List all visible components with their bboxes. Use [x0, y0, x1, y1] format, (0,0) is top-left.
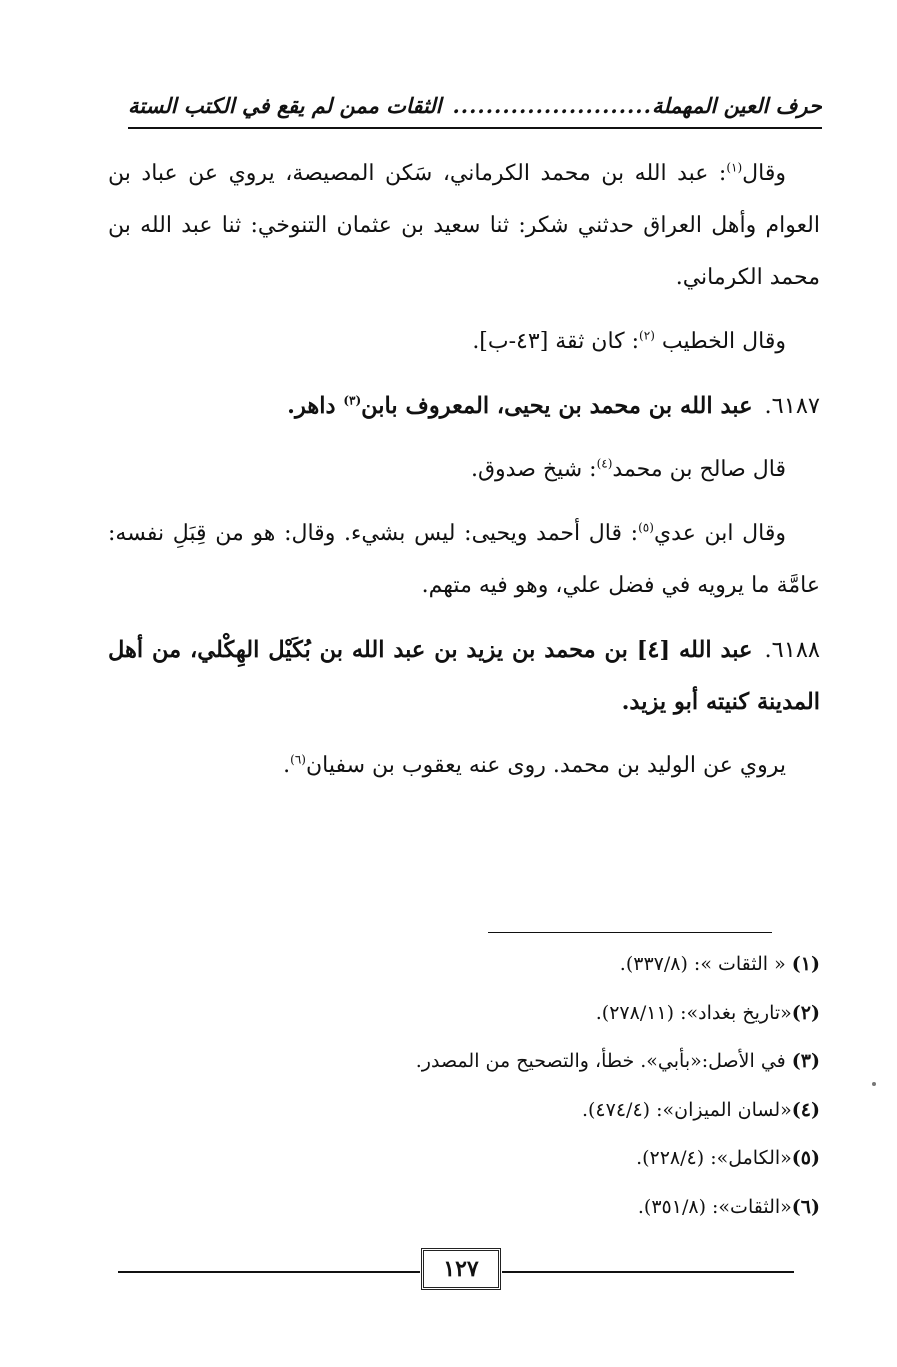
footnote-ref-3: (٣): [343, 393, 362, 408]
footnote-text: «تاريخ بغداد»: (٢٧٨/١١).: [595, 1001, 792, 1024]
footnote-number: (١): [791, 953, 820, 975]
footnote-number: (٢): [791, 1001, 820, 1024]
footnote-ref-6: (٦): [290, 752, 306, 767]
running-header: [128, 86, 822, 126]
paragraph-karmani: [108, 148, 820, 304]
footnote-4: [300, 1086, 820, 1135]
footnote-number: (٤): [791, 1098, 820, 1121]
footnote-2: [300, 989, 820, 1038]
footnote-text: «لسان الميزان»: (٤٧٤/٤).: [581, 1098, 792, 1121]
paragraph-ibn-adi: [108, 508, 820, 612]
paragraph-lead: يروي عن الوليد بن محمد. روى عنه يعقوب بن سفيان: [305, 753, 786, 778]
footer-rule-right: [502, 1271, 794, 1273]
paragraph-lead: قال صالح بن محمد: [612, 457, 786, 482]
entry-number: ٦١٨٧.: [764, 393, 820, 419]
header-book-title: الثقات ممن لم يقع في الكتب الستة: [128, 93, 442, 118]
footnote-text: «الكامل»: (٢٢٨/٤).: [636, 1147, 792, 1170]
footnote-ref-2: (٢): [639, 328, 655, 343]
header-chapter-title: حرف العين المهملة: [651, 93, 822, 118]
paragraph-walid: [108, 740, 820, 792]
footnote-text: «الثقات»: (٣٥١/٨).: [637, 1195, 792, 1218]
entry-name: عبد الله بن محمد بن يحيى، المعروف بابن: [361, 393, 753, 419]
entry-6188: [108, 624, 820, 728]
paragraph-lead: وقال ابن عدي: [653, 521, 786, 546]
paragraph-lead: وقال الخطيب: [654, 329, 786, 354]
entry-name-end: داهر.: [287, 393, 344, 419]
footnote-text: في الأصل:«بأبي». خطأ، والتصحيح من المصدر.: [415, 1050, 792, 1073]
entry-6187: [108, 380, 820, 432]
entry-name: عبد الله [٤] بن محمد بن يزيد بن عبد الله بن بُكَيْل الهِكْلي، من أهل المدينة كنيته أبو يزيد.: [108, 637, 820, 715]
paragraph-text: : شيخ صدوق.: [470, 457, 597, 482]
footnote-3: [300, 1037, 820, 1086]
footnotes: [300, 940, 820, 1232]
footnote-5: [300, 1134, 820, 1183]
footnote-ref-1: (١): [726, 160, 743, 175]
paragraph-text: : قال أحمد ويحيى: ليس بشيء. وقال: هو من قِبَلِ نفسه: عامَّة ما يرويه في فضل علي، وهو فيه متهم.: [108, 521, 820, 598]
entry-number: ٦١٨٨.: [764, 637, 820, 663]
page-number: ١٢٧: [421, 1248, 501, 1290]
scan-speck: [872, 1082, 876, 1086]
paragraph-salih: [108, 444, 820, 496]
header-divider: [128, 127, 822, 129]
footnote-number: (٣): [791, 1050, 820, 1073]
footnote-ref-5: (٥): [638, 520, 654, 535]
footnote-number: (٦): [791, 1195, 820, 1218]
footnote-6: [300, 1183, 820, 1232]
paragraph-text: .: [283, 753, 291, 778]
footnote-text: « الثقات »: (٣٣٧/٨).: [619, 953, 792, 975]
paragraph-text: : كان ثقة [٤٣-ب].: [472, 329, 640, 354]
footnote-1: [300, 940, 820, 989]
footnote-divider: [488, 932, 772, 933]
paragraph-khatib: [108, 316, 820, 368]
paragraph-text: : عبد الله بن محمد الكرماني، سَكن المصيصة، يروي عن عباد بن العوام وأهل العراق حدثني شكر: ثنا سعيد بن عثمان التنوخي: ثنا عبد الله بن محمد الكرماني.: [108, 161, 820, 290]
paragraph-lead: وقال: [742, 161, 786, 186]
footer-rule-left: [118, 1271, 420, 1273]
footnote-ref-4: (٤): [596, 456, 613, 471]
main-text: [108, 148, 820, 804]
header-dot-leader: ........................: [452, 93, 652, 118]
footnote-number: (٥): [791, 1147, 820, 1170]
